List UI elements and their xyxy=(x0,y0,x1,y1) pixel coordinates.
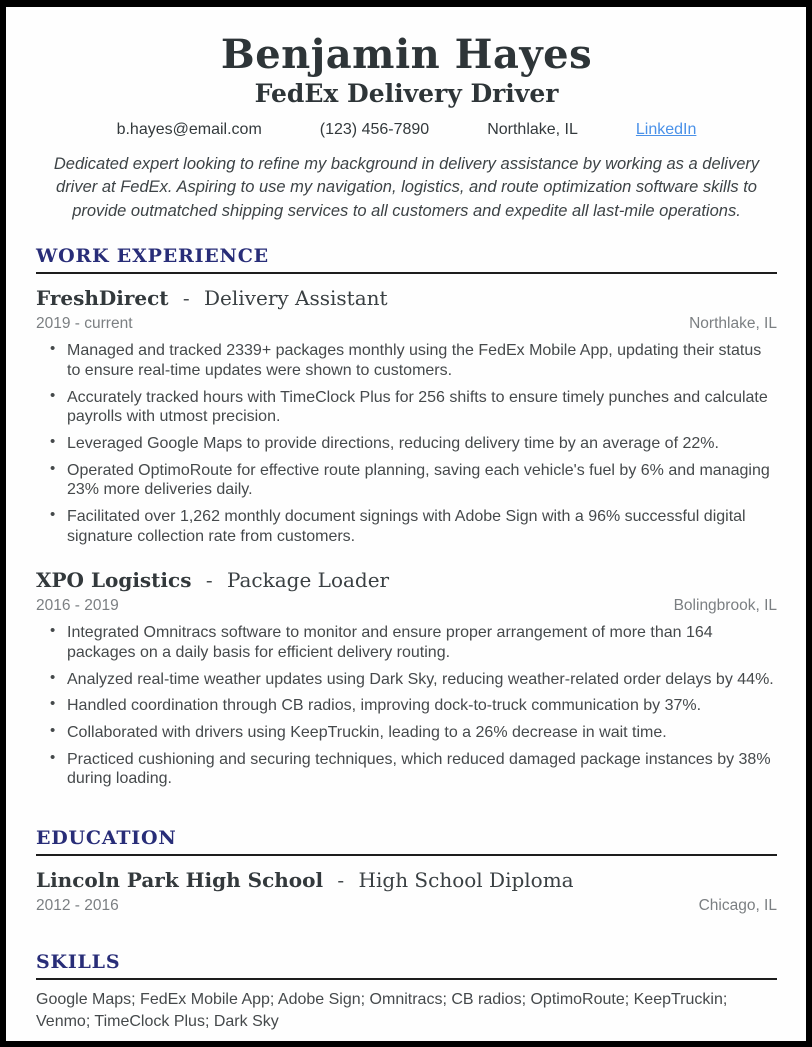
job-bullet: • Practiced cushioning and securing techniques, which reduced damaged package instances by 38% during loading. xyxy=(36,750,777,789)
linkedin-link[interactable]: LinkedIn xyxy=(635,121,697,138)
job-bullet: • Leveraged Google Maps to provide directions, reducing delivery time by an average of 22%. xyxy=(36,434,777,454)
degree-name: High School Diploma xyxy=(358,868,574,893)
job-title: FedEx Delivery Driver xyxy=(254,79,559,108)
education-location: Chicago, IL xyxy=(698,897,777,915)
job-location: Northlake, IL xyxy=(689,315,777,333)
job-bullet: • Facilitated over 1,262 monthly document signings with Adobe Sign with a 96% successful digital signature collection rate from customers. xyxy=(36,507,777,546)
job-company: XPO Logistics xyxy=(36,568,192,593)
job-dates: 2019 - current xyxy=(36,315,133,333)
job-role: Delivery Assistant xyxy=(204,286,388,311)
work-experience-heading: WORK EXPERIENCE xyxy=(36,245,777,274)
job-bullet: • Accurately tracked hours with TimeClock Plus for 256 shifts to ensure timely punches and calculate payrolls with utmost precision. xyxy=(36,388,777,427)
job-location: Bolingbrook, IL xyxy=(673,597,777,615)
job-separator: - xyxy=(182,286,190,311)
skills-list-text: Google Maps; FedEx Mobile App; Adobe Sign; Omnitracs; CB radios; OptimoRoute; KeepTruckin; Venmo; TimeClock Plus; Dark Sky xyxy=(36,991,728,1030)
job-separator: - xyxy=(205,568,213,593)
work-experience-section xyxy=(36,245,777,789)
education-entry xyxy=(36,868,777,915)
job-titleline xyxy=(36,286,777,310)
education-dates: 2012 - 2016 xyxy=(36,897,119,915)
education-section xyxy=(36,827,777,915)
job-bullet: • Managed and tracked 2339+ packages monthly using the FedEx Mobile App, updating their status to ensure real-time updates were shown to customers. xyxy=(36,341,777,380)
job-titleline xyxy=(36,568,777,592)
contact-row xyxy=(36,121,777,139)
resume-header xyxy=(36,33,777,223)
job-company: FreshDirect xyxy=(36,286,169,311)
job-entry-freshdirect xyxy=(36,286,777,546)
contact-email: b.hayes@email.com xyxy=(116,121,262,138)
job-meta-row xyxy=(36,597,777,615)
contact-location: Northlake, IL xyxy=(487,121,578,138)
education-meta-row xyxy=(36,897,777,915)
job-dates: 2016 - 2019 xyxy=(36,597,119,615)
job-bullet-list xyxy=(36,341,777,546)
job-bullet: • Handled coordination through CB radios, improving dock-to-truck communication by 37%. xyxy=(36,696,777,716)
person-name: Benjamin Hayes xyxy=(220,31,593,78)
skills-heading: SKILLS xyxy=(36,951,777,980)
job-bullet: • Operated OptimoRoute for effective route planning, saving each vehicle's fuel by 6% and managing 23% more deliveries daily. xyxy=(36,461,777,500)
education-heading: EDUCATION xyxy=(36,827,777,856)
school-name: Lincoln Park High School xyxy=(36,868,324,893)
job-bullet: • Integrated Omnitracs software to monitor and ensure proper arrangement of more than 164 packages on a daily basis for efficient delivery routing. xyxy=(36,623,777,662)
job-role: Package Loader xyxy=(226,568,390,593)
job-bullet-list xyxy=(36,623,777,789)
contact-phone: (123) 456-7890 xyxy=(319,121,430,138)
job-entry-xpo-logistics xyxy=(36,568,777,789)
summary-paragraph: Dedicated expert looking to refine my background in delivery assistance by working as a delivery driver at FedEx. Aspiring to use my navigation, logistics, and route optimization software skills to provide outmatched shipping services to all customers and expedite all last-mile operations. xyxy=(53,155,760,220)
education-titleline xyxy=(36,868,777,892)
education-separator: - xyxy=(337,868,345,893)
job-bullet: • Collaborated with drivers using KeepTruckin, leading to a 26% decrease in wait time. xyxy=(36,723,777,743)
skills-section xyxy=(36,951,777,1032)
job-meta-row xyxy=(36,315,777,333)
job-bullet: • Analyzed real-time weather updates using Dark Sky, reducing weather-related order delays by 44%. xyxy=(36,670,777,690)
